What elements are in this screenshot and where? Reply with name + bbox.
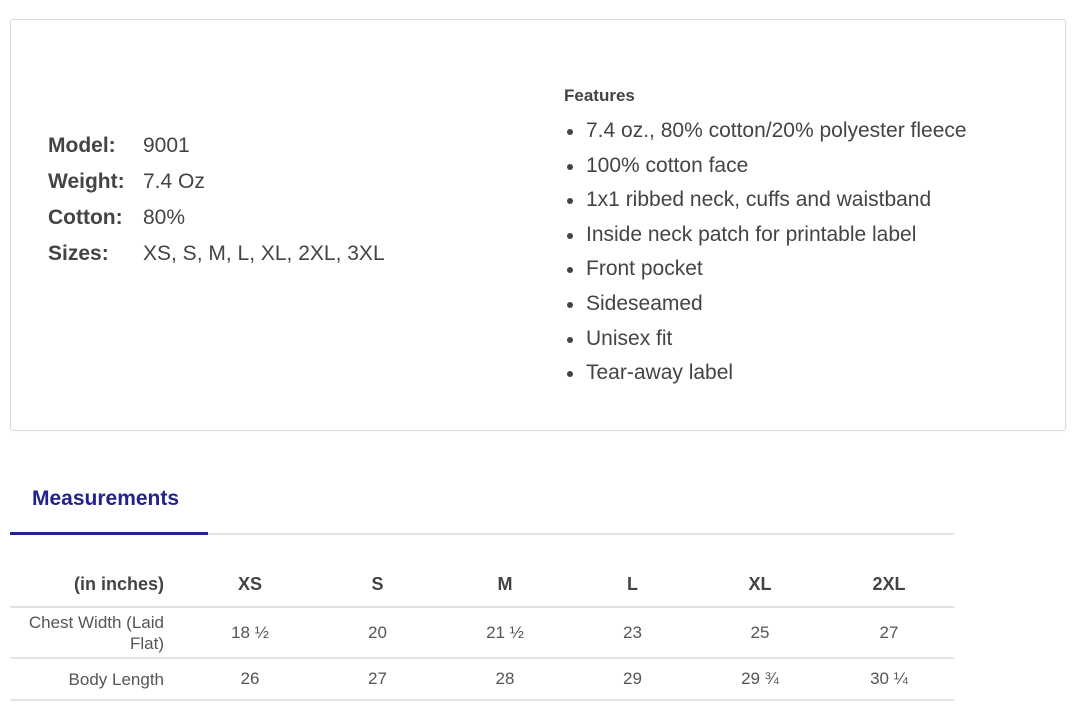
feature-text: Front pocket [586,257,703,281]
feature-text: Unisex fit [586,326,673,350]
feature-text: 7.4 oz., 80% cotton/20% polyester fleece [586,119,967,142]
spec-key-model: Model: [48,134,116,157]
table-cell: 21 ½ [441,607,569,658]
features-list [564,114,967,391]
bullet-icon [567,267,573,273]
spec-row-model [48,128,385,164]
column-header-2xl: 2XL [824,562,954,607]
table-cell: 29 [569,658,696,700]
features-section [564,86,967,391]
feature-item [564,322,967,357]
feature-item [564,252,967,287]
bullet-icon [567,198,573,204]
features-title: Features [564,86,635,105]
column-header-m: M [441,562,569,607]
row-label-body-length: Body Length [10,658,186,700]
spec-table [48,128,385,272]
bullet-icon [567,164,573,170]
spec-key-sizes: Sizes: [48,242,109,265]
measurements-table [10,562,954,701]
table-row [10,658,954,700]
bullet-icon [567,337,573,343]
table-cell: 28 [441,658,569,700]
table-cell: 27 [824,607,954,658]
table-cell: 30 ¼ [824,658,954,700]
spec-value-weight: 7.4 Oz [143,170,205,193]
spec-row-weight [48,164,385,200]
column-header-unit: (in inches) [10,562,186,607]
column-header-l: L [569,562,696,607]
product-details-card [10,19,1066,431]
table-cell: 27 [314,658,441,700]
feature-item [564,183,967,218]
table-cell: 26 [186,658,314,700]
bullet-icon [567,129,573,135]
feature-item [564,287,967,322]
feature-text: Sideseamed [586,291,703,315]
table-cell: 18 ½ [186,607,314,658]
tab-bar [10,470,954,535]
feature-text: Tear-away label [586,361,734,385]
spec-row-cotton [48,200,385,236]
spec-key-cotton: Cotton: [48,206,123,229]
feature-item [564,114,967,149]
table-cell: 25 [696,607,824,658]
feature-text: 100% cotton face [586,153,749,177]
spec-key-weight: Weight: [48,170,125,193]
table-cell: 29 ¾ [696,658,824,700]
column-header-s: S [314,562,441,607]
spec-value-sizes: XS, S, M, L, XL, 2XL, 3XL [143,242,385,265]
feature-text: 1x1 ribbed neck, cuffs and waistband [586,188,932,212]
bullet-icon [567,371,573,377]
tab-measurements[interactable]: Measurements [10,470,208,535]
spec-value-model: 9001 [143,134,190,157]
table-row [10,607,954,658]
feature-item [564,218,967,253]
feature-text: Inside neck patch for printable label [586,222,917,246]
spec-row-sizes [48,236,385,272]
bullet-icon [567,233,573,239]
column-header-xs: XS [186,562,314,607]
table-cell: 23 [569,607,696,658]
bullet-icon [567,302,573,308]
table-cell: 20 [314,607,441,658]
column-header-xl: XL [696,562,824,607]
row-label-chest-width: Chest Width (Laid Flat) [10,607,186,658]
feature-item [564,149,967,184]
feature-item [564,356,967,391]
table-header-row [10,562,954,607]
spec-value-cotton: 80% [143,206,186,229]
